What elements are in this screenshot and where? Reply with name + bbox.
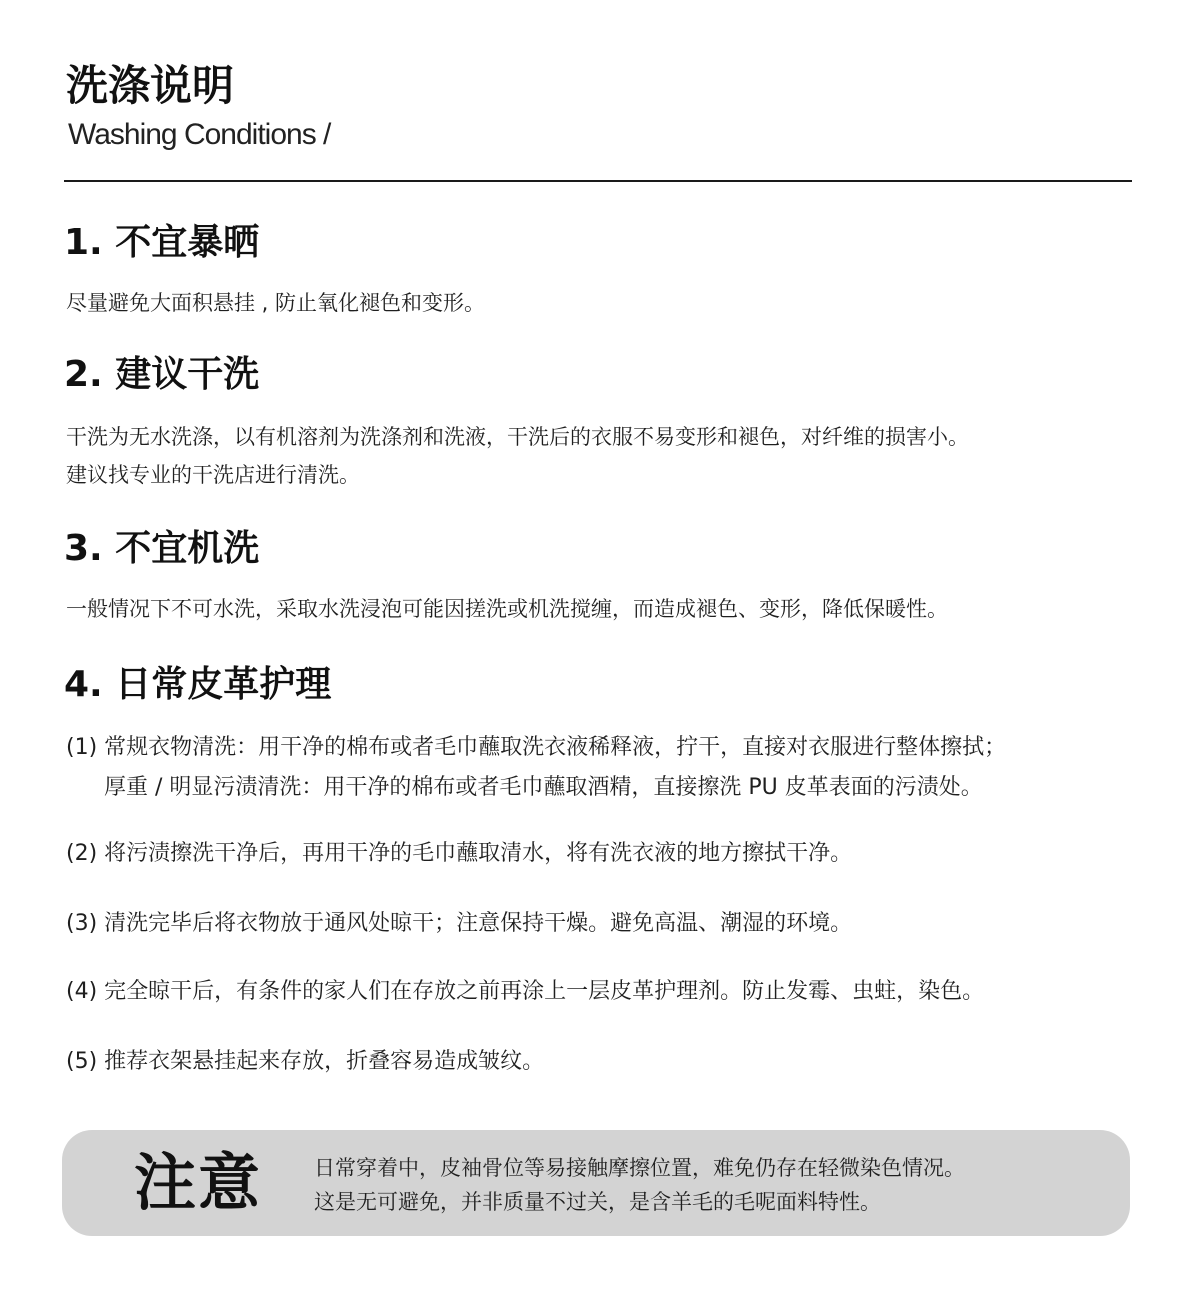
- header-title: 洗涤说明: [66, 61, 235, 110]
- care-item-3: (3) 清洗完毕后将衣物放于通风处晾干；注意保持干燥。避免高温、潮湿的环境。: [66, 911, 853, 936]
- section-2-title: 2. 建议干洗: [64, 354, 260, 395]
- notice-line-1: 日常穿着中，皮袖骨位等易接触摩擦位置，难免仍存在轻微染色情况。: [314, 1156, 965, 1180]
- care-item-5: (5) 推荐衣架悬挂起来存放，折叠容易造成皱纹。: [66, 1049, 545, 1074]
- section-2-text-line-1: 干洗为无水洗涤，以有机溶剂为洗涤剂和洗液，干洗后的衣服不易变形和褪色，对纤维的损害小。: [66, 425, 969, 449]
- header-subtitle: Washing Conditions /: [68, 118, 331, 151]
- care-item-4: (4) 完全晾干后，有条件的家人们在存放之前再涂上一层皮革护理剂。防止发霉、虫蛀，染色。: [66, 979, 985, 1004]
- section-4-title: 4. 日常皮革护理: [64, 664, 332, 705]
- section-1-title: 1. 不宜暴晒: [64, 222, 260, 263]
- section-2-text-line-2: 建议找专业的干洗店进行清洗。: [66, 463, 360, 487]
- care-item-1: (1) 常规衣物清洗：用干净的棉布或者毛巾蘸取洗衣液稀释液，拧干，直接对衣服进行整体擦拭；: [66, 735, 1007, 760]
- notice-box: [62, 1130, 1130, 1236]
- notice-line-2: 这是无可避免，并非质量不过关，是含羊毛的毛呢面料特性。: [314, 1190, 881, 1214]
- section-3-text: 一般情况下不可水洗，采取水洗浸泡可能因搓洗或机洗搅缠，而造成褪色、变形，降低保暖性。: [66, 597, 948, 621]
- section-3-title: 3. 不宜机洗: [64, 528, 260, 569]
- care-item-1-continued: 厚重 / 明显污渍清洗：用干净的棉布或者毛巾蘸取酒精，直接擦洗 PU 皮革表面的污渍处。: [104, 775, 983, 800]
- section-1-text: 尽量避免大面积悬挂 , 防止氧化褪色和变形。: [66, 291, 486, 315]
- notice-label: 注意: [134, 1146, 263, 1219]
- care-item-2: (2) 将污渍擦洗干净后，再用干净的毛巾蘸取清水，将有洗衣液的地方擦拭干净。: [66, 841, 853, 866]
- header-divider: [64, 180, 1132, 182]
